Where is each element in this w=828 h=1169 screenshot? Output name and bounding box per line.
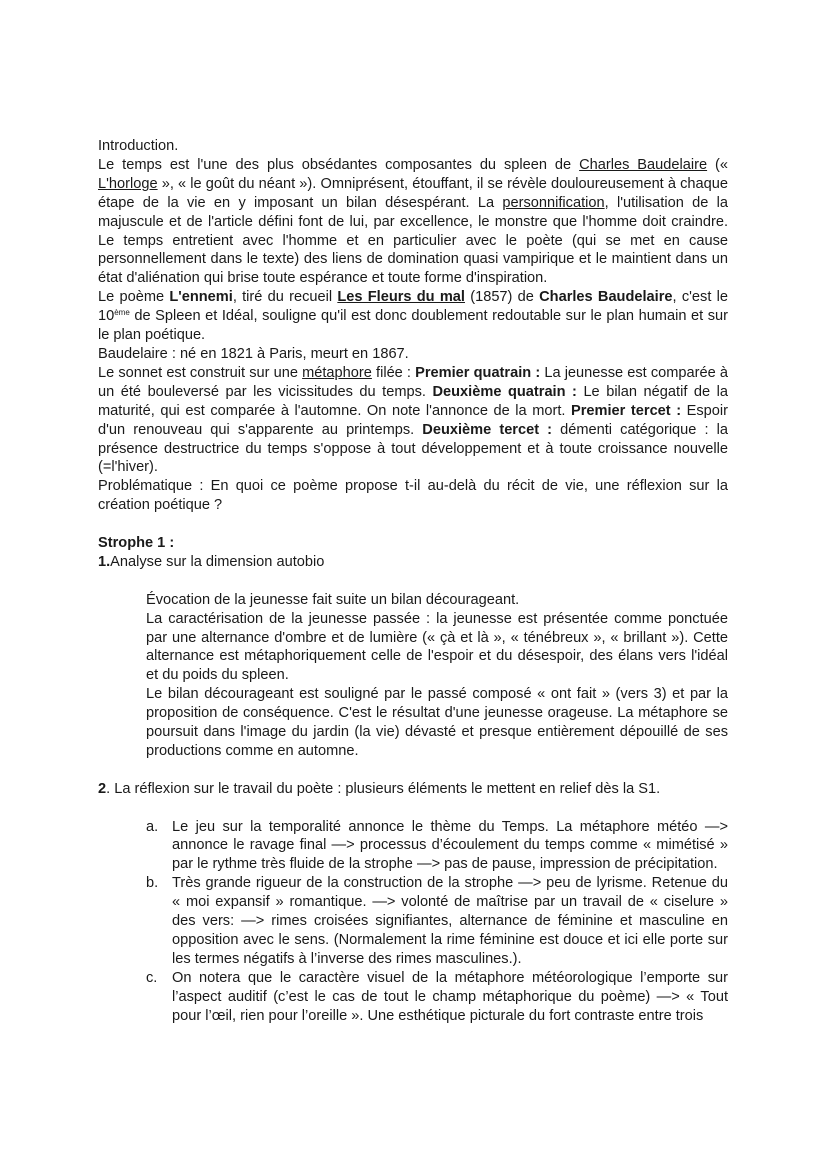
text-segment: Le sonnet est construit sur une [98,364,303,381]
text-segment: La jeunesse est comparée à un été bouleversé par les vicissitudes du temps. [98,364,728,400]
spacer [98,515,728,534]
text-segment: ème [114,308,130,318]
list-marker: c. [146,969,158,986]
underlined-term: métaphore [302,364,372,381]
section-2-title: . La réflexion sur le travail du poète : plusieurs éléments le mettent en relief dès la S1. [106,780,661,797]
document-page [98,137,728,1026]
section-1-paragraph: Évocation de la jeunesse fait suite un bilan décourageant. [146,591,520,608]
underlined-term: Charles Baudelaire [579,156,708,173]
text-segment: démenti catégorique : la présence destructrice du temps s'oppose à tout développement et à toute croissance nouvelle (=l'hiver). [98,421,729,476]
section-1-paragraph: La caractérisation de la jeunesse passée : la jeunesse est présentée comme ponctuée par une alternance d'ombre et de lumière (« çà et là », « ténébreux », « brillant »). Cette alternance est métaphoriquement celle de l'espoir et du désespoir, des élans vers l'idéal et du poids du spleen. [146,610,728,684]
text-segment: Le poème [98,289,170,306]
text-segment: Le temps est l'une des plus obsédantes composantes du spleen de [98,156,580,173]
text-segment: , l'utilisation de la majuscule et de l'article défini font de lui, par excellence, le monstre que l'homme doit craindre. Le temps entretient avec l'homme et en particulier avec le poète (qui se met en cause personnellement dans le texte) des liens de domination quasi vampirique et le maintient dans un état d'aliénation qui brise toute espérance et toute forme d'inspiration. [98,194,728,287]
text-segment: (1857) de [464,289,540,306]
section-1-body [98,591,728,761]
list-item [146,874,728,969]
spacer [98,799,728,818]
list-item-text: On notera que le caractère visuel de la métaphore météorologique l’emporte sur l’aspect auditif (c’est le cas de tout le champ métaphorique du poème) —> « Tout pour l’œil, rien pour l’oreille ». Une esthétique picturale du fort contraste entre trois [172,969,728,1024]
intro-paragraph-poem [98,288,728,345]
bold-term: Deuxième tercet : [422,421,553,438]
spacer [98,572,728,591]
bold-term: Deuxième quatrain : [432,383,577,400]
text-segment: (« [707,156,728,173]
intro-problematique: Problématique : En quoi ce poème propose t-il au-delà du récit de vie, une réflexion sur la création poétique ? [98,478,728,514]
list-marker: b. [146,875,159,892]
underlined-term: L'horloge [98,175,158,192]
text-segment: Espoir d'un renouveau qui s'apparente au printemps. [98,402,728,438]
bold-term: Charles Baudelaire [539,289,673,306]
text-segment: », « le goût du néant »). Omniprésent, étouffant, il se révèle douloureusement à chaque étape de la vie en y imposant un bilan désespérant. La [98,175,728,211]
spacer [98,761,728,780]
list-marker: a. [146,818,159,835]
intro-paragraph-biography: Baudelaire : né en 1821 à Paris, meurt en 1867. [98,345,409,362]
text-segment: , c'est le 10 [98,289,728,325]
intro-paragraph-time [98,156,728,288]
strophe-heading: Strophe 1 : [98,535,175,552]
section-2-number: 2 [98,780,107,797]
list-item [146,969,728,1026]
underlined-term: Les Fleurs du mal [337,289,465,306]
text-segment: filée : [371,364,416,381]
list-item-text: Très grande rigueur de la construction de la strophe —> peu de lyrisme. Retenue du « moi expansif » romantique. —> volonté de maîtrise par un travail de « ciselure » des vers: —> rimes croisées signifiantes, alternance de féminine et masculine en opposition avec le sens. (Normalement la rime féminine est douce et ici elle porte sur les termes négatifs à l’inverse des rimes masculines.). [172,875,728,967]
section-1-heading [98,553,728,572]
text-segment: de Spleen et Idéal, souligne qu'il est donc doublement redoutable sur le plan humain et sur le plan poétique. [98,308,728,344]
text-segment: , tiré du recueil [232,289,338,306]
bold-term: Premier quatrain : [415,364,541,381]
section-2-list [98,818,728,1026]
intro-paragraph-sonnet-structure [98,364,728,477]
underlined-term: personnification [502,194,605,211]
intro-heading: Introduction. [98,138,179,154]
section-1-title: Analyse sur la dimension autobio [110,553,325,570]
list-item [146,818,728,875]
text-segment: Le bilan négatif de la maturité, qui est comparée à l'automne. On note l'annonce de la mort. [98,383,729,419]
bold-term: Premier tercet : [571,402,682,419]
bold-term: L'ennemi [169,289,233,306]
list-item-text: Le jeu sur la temporalité annonce le thème du Temps. La métaphore météo —> annonce le ravage final —> processus d’écoulement du temps comme « mimétisé » par le rythme très fluide de la strophe —> pas de pause, impression de précipitation. [172,818,728,873]
section-2-heading [98,780,728,799]
section-1-paragraph: Le bilan décourageant est souligné par le passé composé « ont fait » (vers 3) et par la proposition de conséquence. C'est le résultat d'une jeunesse orageuse. La métaphore se poursuit dans l'image du jardin (la vie) dévasté et presque entièrement dépouillé de ses productions comme en automne. [146,686,728,759]
section-1-number: 1. [98,553,111,570]
